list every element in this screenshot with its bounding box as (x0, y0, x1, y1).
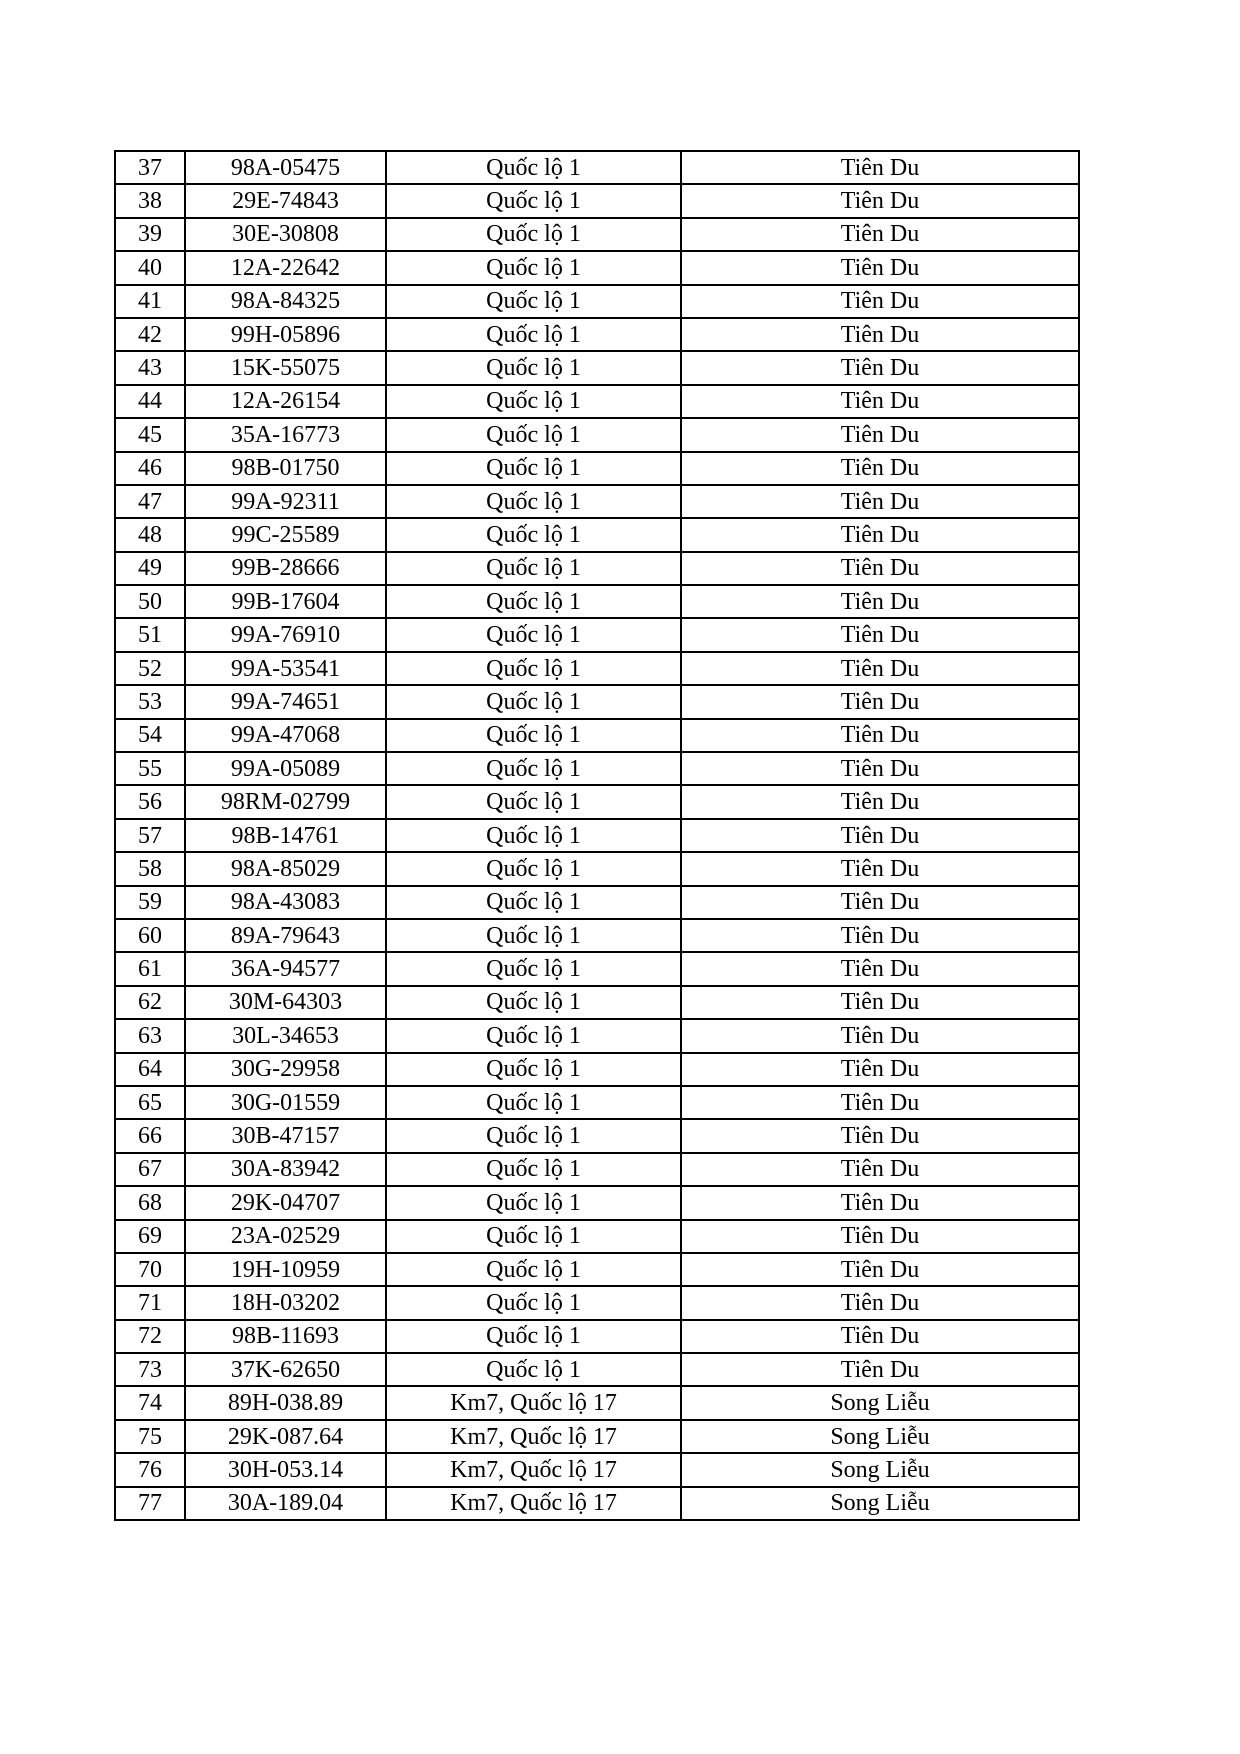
license-plate-cell: 99A-53541 (185, 652, 386, 685)
row-number-cell: 39 (115, 218, 185, 251)
location-cell: Quốc lộ 1 (386, 719, 681, 752)
area-cell: Song Liễu (681, 1453, 1079, 1486)
license-plate-cell: 30H-053.14 (185, 1453, 386, 1486)
table-row (115, 1420, 1079, 1453)
location-cell: Quốc lộ 1 (386, 318, 681, 351)
location-cell: Quốc lộ 1 (386, 886, 681, 919)
area-cell: Tiên Du (681, 218, 1079, 251)
license-plate-cell: 98A-85029 (185, 852, 386, 885)
row-number-cell: 66 (115, 1119, 185, 1152)
area-cell: Tiên Du (681, 1253, 1079, 1286)
area-cell: Tiên Du (681, 1119, 1079, 1152)
table-row (115, 1386, 1079, 1419)
area-cell: Tiên Du (681, 285, 1079, 318)
table-row (115, 1253, 1079, 1286)
license-plate-cell: 99H-05896 (185, 318, 386, 351)
location-cell: Quốc lộ 1 (386, 452, 681, 485)
table-row (115, 485, 1079, 518)
area-cell: Tiên Du (681, 518, 1079, 551)
table-row (115, 184, 1079, 217)
location-cell: Quốc lộ 1 (386, 852, 681, 885)
area-cell: Song Liễu (681, 1420, 1079, 1453)
license-plate-cell: 37K-62650 (185, 1353, 386, 1386)
area-cell: Song Liễu (681, 1487, 1079, 1520)
area-cell: Tiên Du (681, 952, 1079, 985)
location-cell: Quốc lộ 1 (386, 986, 681, 1019)
table-row (115, 685, 1079, 718)
row-number-cell: 47 (115, 485, 185, 518)
area-cell: Song Liễu (681, 1386, 1079, 1419)
row-number-cell: 46 (115, 452, 185, 485)
area-cell: Tiên Du (681, 652, 1079, 685)
license-plate-cell: 29K-04707 (185, 1186, 386, 1219)
area-cell: Tiên Du (681, 485, 1079, 518)
row-number-cell: 54 (115, 719, 185, 752)
location-cell: Quốc lộ 1 (386, 184, 681, 217)
row-number-cell: 65 (115, 1086, 185, 1119)
location-cell: Quốc lộ 1 (386, 151, 681, 184)
table-row (115, 518, 1079, 551)
row-number-cell: 63 (115, 1019, 185, 1052)
license-plate-cell: 30B-47157 (185, 1119, 386, 1152)
row-number-cell: 74 (115, 1386, 185, 1419)
location-cell: Quốc lộ 1 (386, 385, 681, 418)
row-number-cell: 53 (115, 685, 185, 718)
table-row (115, 351, 1079, 384)
area-cell: Tiên Du (681, 418, 1079, 451)
area-cell: Tiên Du (681, 1086, 1079, 1119)
location-cell: Quốc lộ 1 (386, 919, 681, 952)
area-cell: Tiên Du (681, 1220, 1079, 1253)
location-cell: Quốc lộ 1 (386, 552, 681, 585)
license-plate-cell: 12A-22642 (185, 251, 386, 284)
location-cell: Quốc lộ 1 (386, 785, 681, 818)
license-plate-cell: 15K-55075 (185, 351, 386, 384)
location-cell: Quốc lộ 1 (386, 1086, 681, 1119)
table-row (115, 1353, 1079, 1386)
license-plate-cell: 30L-34653 (185, 1019, 386, 1052)
row-number-cell: 64 (115, 1053, 185, 1086)
table-row (115, 1220, 1079, 1253)
license-plate-cell: 99A-76910 (185, 618, 386, 651)
location-cell: Quốc lộ 1 (386, 1153, 681, 1186)
table-row (115, 752, 1079, 785)
row-number-cell: 69 (115, 1220, 185, 1253)
area-cell: Tiên Du (681, 685, 1079, 718)
location-cell: Quốc lộ 1 (386, 518, 681, 551)
location-cell: Quốc lộ 1 (386, 1186, 681, 1219)
license-plate-cell: 19H-10959 (185, 1253, 386, 1286)
location-cell: Quốc lộ 1 (386, 1220, 681, 1253)
row-number-cell: 67 (115, 1153, 185, 1186)
table-row (115, 785, 1079, 818)
area-cell: Tiên Du (681, 351, 1079, 384)
table-row (115, 1019, 1079, 1052)
row-number-cell: 61 (115, 952, 185, 985)
row-number-cell: 59 (115, 886, 185, 919)
table-row (115, 852, 1079, 885)
table-row (115, 318, 1079, 351)
location-cell: Quốc lộ 1 (386, 218, 681, 251)
license-plate-cell: 36A-94577 (185, 952, 386, 985)
license-plate-cell: 30G-01559 (185, 1086, 386, 1119)
license-plate-cell: 99A-92311 (185, 485, 386, 518)
license-plate-cell: 98A-43083 (185, 886, 386, 919)
area-cell: Tiên Du (681, 819, 1079, 852)
table-row (115, 652, 1079, 685)
table-row (115, 1487, 1079, 1520)
area-cell: Tiên Du (681, 251, 1079, 284)
table-row (115, 1320, 1079, 1353)
license-plate-cell: 99B-28666 (185, 552, 386, 585)
license-plate-cell: 89A-79643 (185, 919, 386, 952)
license-plate-cell: 99C-25589 (185, 518, 386, 551)
row-number-cell: 72 (115, 1320, 185, 1353)
area-cell: Tiên Du (681, 1019, 1079, 1052)
table-body (115, 151, 1079, 1520)
table-row (115, 919, 1079, 952)
location-cell: Km7, Quốc lộ 17 (386, 1420, 681, 1453)
area-cell: Tiên Du (681, 552, 1079, 585)
area-cell: Tiên Du (681, 1153, 1079, 1186)
location-cell: Km7, Quốc lộ 17 (386, 1453, 681, 1486)
table-row (115, 418, 1079, 451)
license-plate-cell: 99B-17604 (185, 585, 386, 618)
row-number-cell: 38 (115, 184, 185, 217)
table-row (115, 1119, 1079, 1152)
row-number-cell: 45 (115, 418, 185, 451)
license-plate-cell: 98A-84325 (185, 285, 386, 318)
row-number-cell: 42 (115, 318, 185, 351)
table-row (115, 585, 1079, 618)
vehicle-table (114, 150, 1080, 1521)
license-plate-cell: 29E-74843 (185, 184, 386, 217)
location-cell: Quốc lộ 1 (386, 1119, 681, 1152)
license-plate-cell: 35A-16773 (185, 418, 386, 451)
table-row (115, 1186, 1079, 1219)
location-cell: Km7, Quốc lộ 17 (386, 1487, 681, 1520)
license-plate-cell: 89H-038.89 (185, 1386, 386, 1419)
table-row (115, 1453, 1079, 1486)
table-row (115, 1053, 1079, 1086)
location-cell: Quốc lộ 1 (386, 585, 681, 618)
location-cell: Quốc lộ 1 (386, 418, 681, 451)
license-plate-cell: 30E-30808 (185, 218, 386, 251)
location-cell: Quốc lộ 1 (386, 819, 681, 852)
area-cell: Tiên Du (681, 452, 1079, 485)
table-row (115, 251, 1079, 284)
location-cell: Quốc lộ 1 (386, 685, 681, 718)
license-plate-cell: 98A-05475 (185, 151, 386, 184)
location-cell: Quốc lộ 1 (386, 752, 681, 785)
table-row (115, 618, 1079, 651)
row-number-cell: 43 (115, 351, 185, 384)
area-cell: Tiên Du (681, 618, 1079, 651)
row-number-cell: 56 (115, 785, 185, 818)
row-number-cell: 60 (115, 919, 185, 952)
license-plate-cell: 30M-64303 (185, 986, 386, 1019)
license-plate-cell: 29K-087.64 (185, 1420, 386, 1453)
row-number-cell: 77 (115, 1487, 185, 1520)
location-cell: Quốc lộ 1 (386, 952, 681, 985)
row-number-cell: 58 (115, 852, 185, 885)
area-cell: Tiên Du (681, 986, 1079, 1019)
license-plate-cell: 30G-29958 (185, 1053, 386, 1086)
row-number-cell: 49 (115, 552, 185, 585)
row-number-cell: 51 (115, 618, 185, 651)
row-number-cell: 62 (115, 986, 185, 1019)
location-cell: Quốc lộ 1 (386, 652, 681, 685)
license-plate-cell: 98RM-02799 (185, 785, 386, 818)
license-plate-cell: 23A-02529 (185, 1220, 386, 1253)
area-cell: Tiên Du (681, 752, 1079, 785)
table-row (115, 218, 1079, 251)
row-number-cell: 52 (115, 652, 185, 685)
table-row (115, 452, 1079, 485)
area-cell: Tiên Du (681, 852, 1079, 885)
row-number-cell: 68 (115, 1186, 185, 1219)
row-number-cell: 40 (115, 251, 185, 284)
area-cell: Tiên Du (681, 919, 1079, 952)
location-cell: Quốc lộ 1 (386, 485, 681, 518)
row-number-cell: 75 (115, 1420, 185, 1453)
area-cell: Tiên Du (681, 1320, 1079, 1353)
license-plate-cell: 98B-01750 (185, 452, 386, 485)
location-cell: Quốc lộ 1 (386, 1353, 681, 1386)
area-cell: Tiên Du (681, 1186, 1079, 1219)
location-cell: Quốc lộ 1 (386, 1286, 681, 1319)
area-cell: Tiên Du (681, 318, 1079, 351)
table-row (115, 719, 1079, 752)
license-plate-cell: 99A-05089 (185, 752, 386, 785)
area-cell: Tiên Du (681, 385, 1079, 418)
location-cell: Quốc lộ 1 (386, 618, 681, 651)
area-cell: Tiên Du (681, 1053, 1079, 1086)
license-plate-cell: 99A-47068 (185, 719, 386, 752)
license-plate-cell: 98B-14761 (185, 819, 386, 852)
location-cell: Quốc lộ 1 (386, 1019, 681, 1052)
location-cell: Quốc lộ 1 (386, 1320, 681, 1353)
license-plate-cell: 30A-83942 (185, 1153, 386, 1186)
area-cell: Tiên Du (681, 785, 1079, 818)
area-cell: Tiên Du (681, 1286, 1079, 1319)
license-plate-cell: 99A-74651 (185, 685, 386, 718)
table-row (115, 952, 1079, 985)
license-plate-cell: 18H-03202 (185, 1286, 386, 1319)
area-cell: Tiên Du (681, 1353, 1079, 1386)
row-number-cell: 55 (115, 752, 185, 785)
location-cell: Quốc lộ 1 (386, 285, 681, 318)
row-number-cell: 44 (115, 385, 185, 418)
row-number-cell: 48 (115, 518, 185, 551)
table-row (115, 385, 1079, 418)
license-plate-cell: 98B-11693 (185, 1320, 386, 1353)
table-row (115, 552, 1079, 585)
table-row (115, 1086, 1079, 1119)
license-plate-cell: 30A-189.04 (185, 1487, 386, 1520)
table-row (115, 986, 1079, 1019)
area-cell: Tiên Du (681, 585, 1079, 618)
row-number-cell: 76 (115, 1453, 185, 1486)
row-number-cell: 37 (115, 151, 185, 184)
location-cell: Quốc lộ 1 (386, 1253, 681, 1286)
location-cell: Quốc lộ 1 (386, 1053, 681, 1086)
location-cell: Quốc lộ 1 (386, 351, 681, 384)
row-number-cell: 70 (115, 1253, 185, 1286)
row-number-cell: 71 (115, 1286, 185, 1319)
location-cell: Quốc lộ 1 (386, 251, 681, 284)
area-cell: Tiên Du (681, 151, 1079, 184)
row-number-cell: 57 (115, 819, 185, 852)
location-cell: Km7, Quốc lộ 17 (386, 1386, 681, 1419)
license-plate-cell: 12A-26154 (185, 385, 386, 418)
area-cell: Tiên Du (681, 719, 1079, 752)
table-row (115, 886, 1079, 919)
table-row (115, 819, 1079, 852)
table-row (115, 151, 1079, 184)
table-row (115, 1153, 1079, 1186)
table-row (115, 285, 1079, 318)
row-number-cell: 41 (115, 285, 185, 318)
table-row (115, 1286, 1079, 1319)
row-number-cell: 73 (115, 1353, 185, 1386)
area-cell: Tiên Du (681, 184, 1079, 217)
area-cell: Tiên Du (681, 886, 1079, 919)
row-number-cell: 50 (115, 585, 185, 618)
